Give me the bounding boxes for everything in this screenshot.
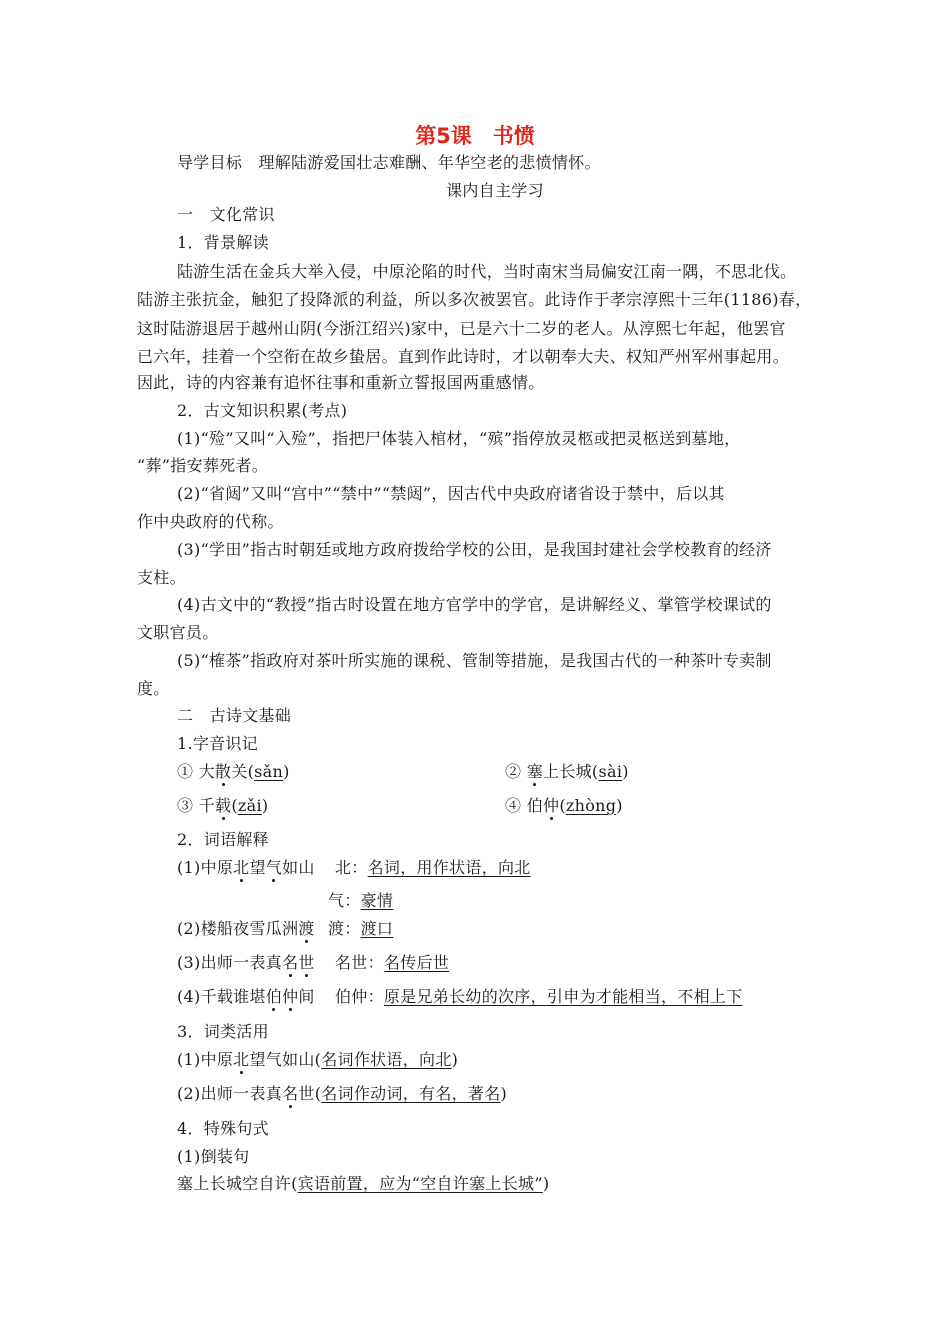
- pronunciation-item: ① 大散关(sǎn): [177, 762, 290, 781]
- part1-heading: 一 文化常识: [177, 205, 275, 224]
- pronunciation-heading: 1.字音识记: [177, 734, 259, 753]
- knowledge-item-cont: 文职官员。: [137, 623, 219, 642]
- inverted-sentence-heading: (1)倒装句: [177, 1147, 250, 1166]
- words-heading: 2．词语解释: [177, 830, 269, 849]
- pronunciation-item: ② 塞上长城(sài): [505, 762, 629, 781]
- knowledge-item-cont: 度。: [137, 679, 170, 698]
- class-shift-item: (1)中原北望气如山(名词作状语，向北): [177, 1050, 459, 1069]
- part2-heading: 二 古诗文基础: [177, 706, 292, 725]
- background-line: 已六年，挂着一个空衔在故乡蛰居。直到作此诗时，才以朝奉大夫、权知严州军州事起用。: [137, 347, 790, 366]
- word-explanation: 名世：名传后世: [335, 953, 450, 972]
- word-phrase: (4)千载谁堪伯仲间: [177, 987, 315, 1006]
- class-shift-item: (2)出师一表真名世(名词作动词，有名，著名): [177, 1084, 508, 1103]
- background-line: 陆游主张抗金，触犯了投降派的利益，所以多次被罢官。此诗作于孝宗淳熙十三年(1186)春，: [137, 290, 812, 309]
- background-line: 这时陆游退居于越州山阴(今浙江绍兴)家中，已是六十二岁的老人。从淳熙七年起，他罢官: [137, 319, 786, 338]
- word-explanation: 渡：渡口: [328, 919, 394, 938]
- knowledge-item: (1)“殓”又叫“入殓”，指把尸体装入棺材，“殡”指停放灵柩或把灵柩送到墓地，: [177, 429, 741, 448]
- knowledge-item: (5)“榷茶”指政府对茶叶所实施的课税、管制等措施，是我国古代的一种茶叶专卖制: [177, 651, 772, 670]
- knowledge-item: (2)“省闼”又叫“宫中”“禁中”“禁闼”，因古代中央政府诸省设于禁中，后以其: [177, 484, 725, 503]
- inverted-sentence-item: 塞上长城空自许(宾语前置，应为“空自许塞上长城”): [177, 1174, 550, 1193]
- word-phrase: (1)中原北望气如山: [177, 858, 315, 877]
- knowledge-heading: 2．古文知识积累(考点): [177, 401, 348, 420]
- pronunciation-item: ④ 伯仲(zhòng): [505, 796, 623, 815]
- background-line: 陆游生活在金兵大举入侵，中原沦陷的时代，当时南宋当局偏安江南一隅，不思北伐。: [177, 262, 797, 281]
- knowledge-item: (3)“学田”指古时朝廷或地方政府拨给学校的公田，是我国封建社会学校教育的经济: [177, 540, 772, 559]
- knowledge-item-cont: 作中央政府的代称。: [137, 512, 284, 531]
- background-heading: 1．背景解读: [177, 233, 269, 252]
- lesson-title: 第5课 书愤: [415, 124, 535, 148]
- word-explanation: 气：豪情: [328, 891, 394, 910]
- background-line: 因此，诗的内容兼有追怀往事和重新立誓报国两重感情。: [137, 373, 545, 392]
- knowledge-item-cont: 支柱。: [137, 568, 186, 587]
- word-phrase: (3)出师一表真名世: [177, 953, 315, 972]
- class-shift-heading: 3．词类活用: [177, 1022, 269, 1041]
- special-sentence-heading: 4．特殊句式: [177, 1119, 269, 1138]
- pronunciation-item: ③ 千载(zǎi): [177, 796, 269, 815]
- word-explanation: 北：名词，用作状语，向北: [335, 858, 531, 877]
- word-explanation: 伯仲：原是兄弟长幼的次序，引申为才能相当，不相上下: [335, 987, 743, 1006]
- section-heading: 课内自主学习: [446, 181, 544, 200]
- knowledge-item-cont: “葬”指安葬死者。: [137, 456, 269, 475]
- learning-goal: 导学目标 理解陆游爱国壮志难酬、年华空老的悲愤情怀。: [177, 153, 601, 172]
- word-phrase: (2)楼船夜雪瓜洲渡: [177, 919, 315, 938]
- knowledge-item: (4)古文中的“教授”指古时设置在地方官学中的学官，是讲解经义、掌管学校课试的: [177, 595, 772, 614]
